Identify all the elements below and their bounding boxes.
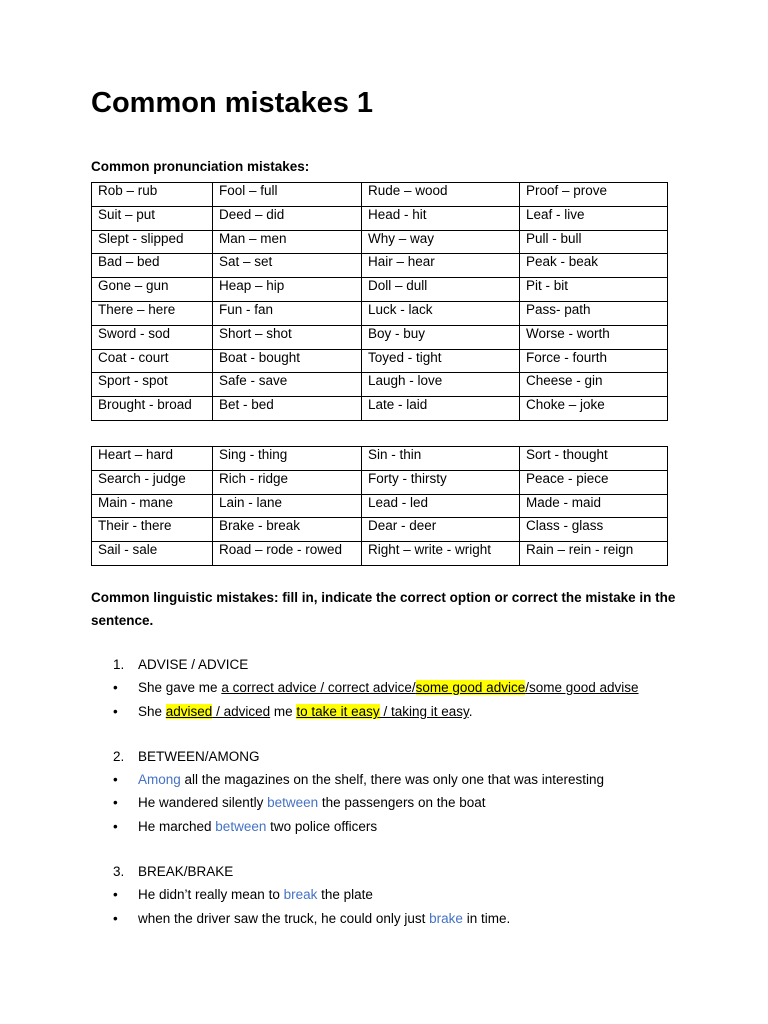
word-pair-cell: Sort - thought — [520, 447, 668, 471]
word-pair-cell: Pass- path — [520, 301, 668, 325]
correct-answer: to take it easy — [296, 704, 380, 719]
pronunciation-table-1 — [91, 182, 668, 421]
word-pair-cell: Laugh - love — [362, 373, 520, 397]
bullet-break-sentence-1 — [113, 886, 373, 904]
sentence-text: He didn’t really mean to — [138, 887, 284, 902]
word-pair-cell: Search - judge — [92, 470, 213, 494]
word-pair-cell: Heart – hard — [92, 447, 213, 471]
table-row — [92, 397, 668, 421]
bullet-brake-sentence-2 — [113, 910, 510, 928]
sentence-text: the passengers on the boat — [318, 795, 486, 810]
answer-word: Among — [138, 772, 181, 787]
table-row — [92, 325, 668, 349]
bullet-icon: • — [113, 911, 118, 926]
word-pair-cell: Rain – rein - reign — [520, 542, 668, 566]
word-pair-cell: Safe - save — [213, 373, 362, 397]
bullet-advice-sentence-2 — [113, 703, 473, 721]
word-pair-cell: Deed – did — [213, 206, 362, 230]
word-pair-cell: Gone – gun — [92, 278, 213, 302]
pronunciation-table-2 — [91, 446, 668, 566]
options-text: / taking it easy — [379, 704, 469, 719]
item-number: 3. — [113, 864, 125, 879]
table-row — [92, 206, 668, 230]
table-row — [92, 447, 668, 471]
correct-answer: some good advice — [415, 680, 526, 695]
word-pair-cell: Dear - deer — [362, 518, 520, 542]
options-text: /some good advise — [525, 680, 639, 695]
word-pair-cell: Why – way — [362, 230, 520, 254]
word-pair-cell: Sing - thing — [213, 447, 362, 471]
word-pair-cell: Brought - broad — [92, 397, 213, 421]
word-pair-cell: Heap – hip — [213, 278, 362, 302]
pronunciation-heading: Common pronunciation mistakes: — [91, 159, 310, 174]
word-pair-cell: Sin - thin — [362, 447, 520, 471]
item-title: BETWEEN/AMONG — [138, 749, 260, 764]
word-pair-cell: Coat - court — [92, 349, 213, 373]
word-pair-cell: Road – rode - rowed — [213, 542, 362, 566]
word-pair-cell: Boat - bought — [213, 349, 362, 373]
word-pair-cell: Late - laid — [362, 397, 520, 421]
word-pair-cell: Right – write - wright — [362, 542, 520, 566]
table-row — [92, 542, 668, 566]
sentence-text: He marched — [138, 819, 216, 834]
sentence-text: He wandered silently — [138, 795, 268, 810]
sentence-text: . — [468, 704, 473, 719]
word-pair-cell: Leaf - live — [520, 206, 668, 230]
word-pair-cell: Sat – set — [213, 254, 362, 278]
answer-word: brake — [429, 911, 463, 926]
word-pair-cell: Lain - lane — [213, 494, 362, 518]
answer-word: break — [283, 887, 318, 902]
word-pair-cell: Rude – wood — [362, 183, 520, 207]
bullet-icon: • — [113, 819, 118, 834]
word-pair-cell: Head - hit — [362, 206, 520, 230]
bullet-icon: • — [113, 704, 118, 719]
options-text: a correct advice / correct advice/ — [221, 680, 416, 695]
word-pair-cell: Sail - sale — [92, 542, 213, 566]
bullet-between-sentence-2 — [113, 794, 486, 812]
word-pair-cell: Choke – joke — [520, 397, 668, 421]
bullet-icon: • — [113, 772, 118, 787]
word-pair-cell: Made - maid — [520, 494, 668, 518]
table-row — [92, 494, 668, 518]
word-pair-cell: Boy - buy — [362, 325, 520, 349]
table-row — [92, 183, 668, 207]
sentence-text: She gave me — [138, 680, 222, 695]
word-pair-cell: Force - fourth — [520, 349, 668, 373]
word-pair-cell: Their - there — [92, 518, 213, 542]
item-heading-between-among — [113, 748, 260, 766]
answer-word: between — [215, 819, 267, 834]
item-title: BREAK/BRAKE — [138, 864, 234, 879]
word-pair-cell: Forty - thirsty — [362, 470, 520, 494]
word-pair-cell: Class - glass — [520, 518, 668, 542]
word-pair-cell: Fool – full — [213, 183, 362, 207]
bullet-advice-sentence-1 — [113, 679, 639, 697]
word-pair-cell: Fun - fan — [213, 301, 362, 325]
sentence-text: She — [138, 704, 166, 719]
word-pair-cell: Proof – prove — [520, 183, 668, 207]
sentence-text: in time. — [462, 911, 511, 926]
item-number: 1. — [113, 657, 125, 672]
item-heading-advise-advice — [113, 656, 248, 674]
word-pair-cell: Man – men — [213, 230, 362, 254]
sentence-text: two police officers — [266, 819, 378, 834]
options-text: / adviced — [212, 704, 271, 719]
word-pair-cell: Hair – hear — [362, 254, 520, 278]
word-pair-cell: Sport - spot — [92, 373, 213, 397]
word-pair-cell: Pit - bit — [520, 278, 668, 302]
word-pair-cell: Lead - led — [362, 494, 520, 518]
word-pair-cell: Luck - lack — [362, 301, 520, 325]
bullet-icon: • — [113, 795, 118, 810]
sentence-text: when the driver saw the truck, he could only just — [138, 911, 430, 926]
table-row — [92, 470, 668, 494]
word-pair-cell: Toyed - tight — [362, 349, 520, 373]
table-row — [92, 301, 668, 325]
table-row — [92, 278, 668, 302]
linguistic-heading: Common linguistic mistakes: fill in, indicate the correct option or correct the mistake in the sentence. — [91, 590, 676, 628]
word-pair-cell: Rob – rub — [92, 183, 213, 207]
table-row — [92, 518, 668, 542]
bullet-icon: • — [113, 680, 118, 695]
word-pair-cell: Main - mane — [92, 494, 213, 518]
word-pair-cell: Pull - bull — [520, 230, 668, 254]
bullet-among-sentence-1 — [113, 771, 604, 789]
correct-answer: advised — [165, 704, 213, 719]
item-number: 2. — [113, 749, 125, 764]
table-row — [92, 349, 668, 373]
word-pair-cell: Doll – dull — [362, 278, 520, 302]
word-pair-cell: Short – shot — [213, 325, 362, 349]
word-pair-cell: Bet - bed — [213, 397, 362, 421]
item-title: ADVISE / ADVICE — [138, 657, 249, 672]
word-pair-cell: Bad – bed — [92, 254, 213, 278]
bullet-icon: • — [113, 887, 118, 902]
word-pair-cell: Peace - piece — [520, 470, 668, 494]
word-pair-cell: There – here — [92, 301, 213, 325]
word-pair-cell: Peak - beak — [520, 254, 668, 278]
sentence-text: me — [270, 704, 297, 719]
page-title: Common mistakes 1 — [91, 87, 374, 119]
word-pair-cell: Sword - sod — [92, 325, 213, 349]
word-pair-cell: Brake - break — [213, 518, 362, 542]
word-pair-cell: Worse - worth — [520, 325, 668, 349]
word-pair-cell: Suit – put — [92, 206, 213, 230]
answer-word: between — [267, 795, 319, 810]
sentence-text: all the magazines on the shelf, there was only one that was interesting — [180, 772, 605, 787]
bullet-between-sentence-3 — [113, 818, 377, 836]
table-row — [92, 254, 668, 278]
word-pair-cell: Slept - slipped — [92, 230, 213, 254]
table-row — [92, 373, 668, 397]
table-row — [92, 230, 668, 254]
sentence-text: the plate — [317, 887, 373, 902]
item-heading-break-brake — [113, 863, 233, 881]
word-pair-cell: Cheese - gin — [520, 373, 668, 397]
word-pair-cell: Rich - ridge — [213, 470, 362, 494]
